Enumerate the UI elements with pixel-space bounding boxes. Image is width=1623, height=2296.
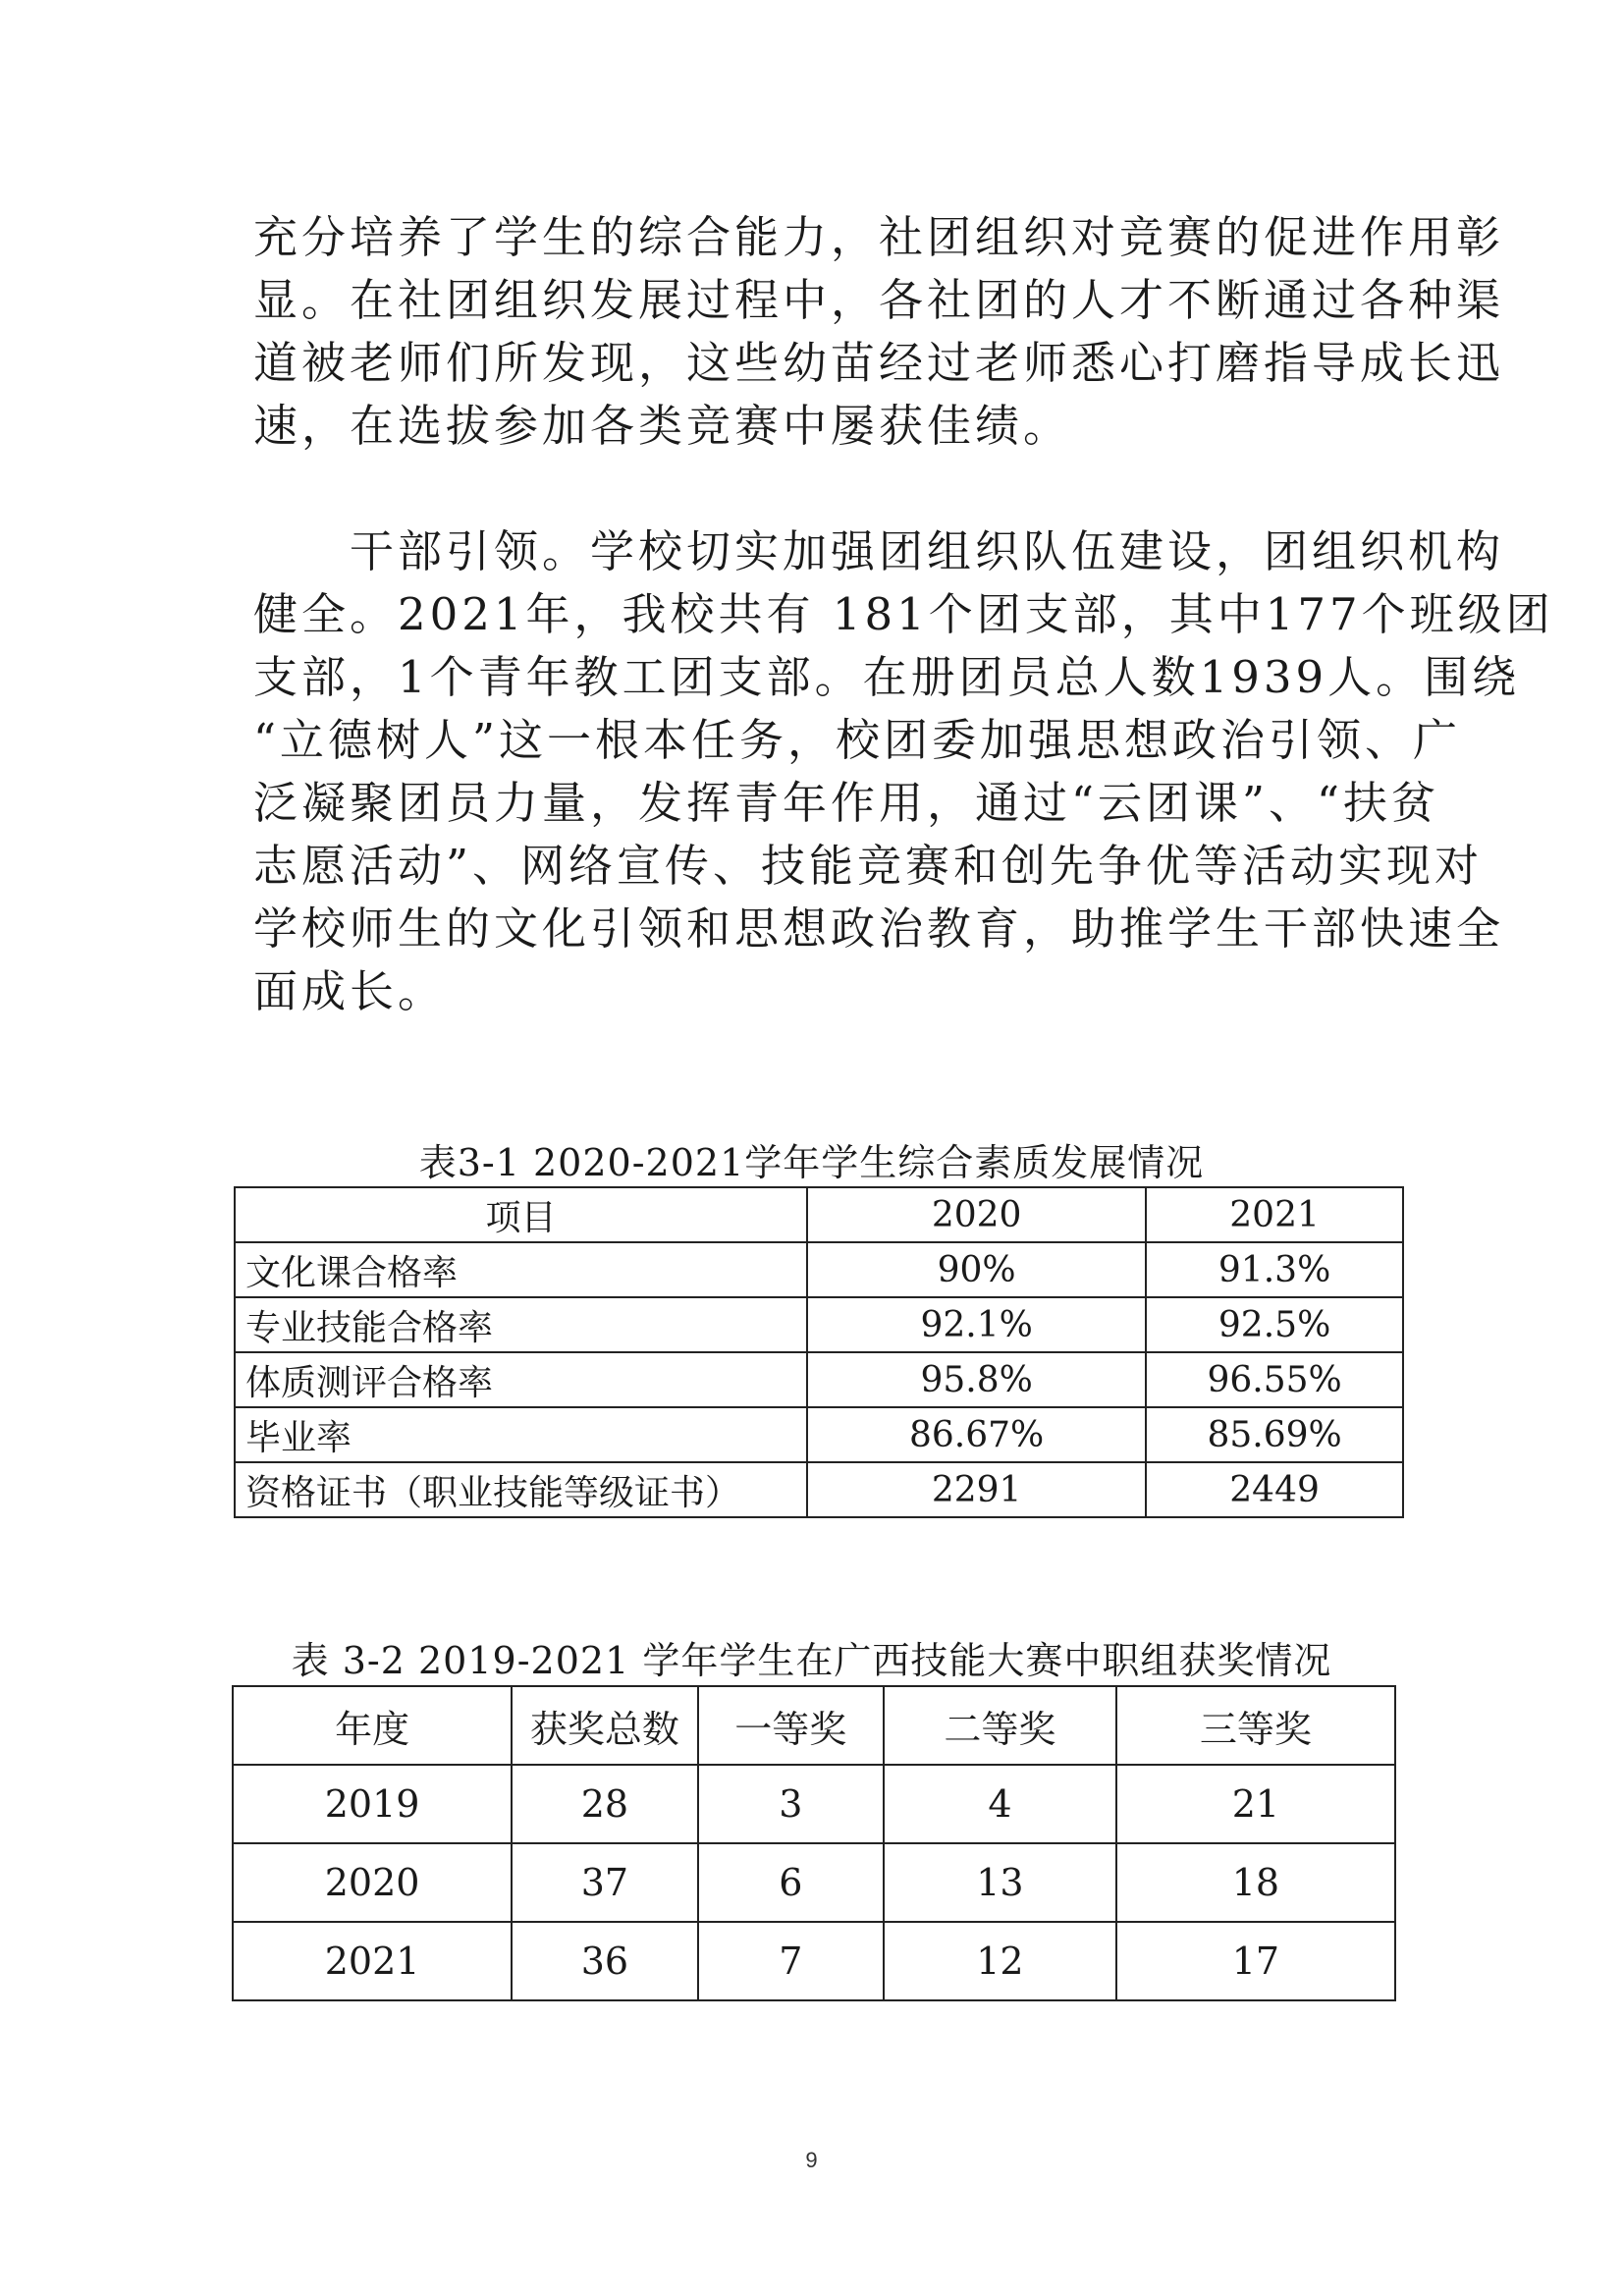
table-row [235, 1297, 1403, 1352]
table-cell: 21 [1116, 1765, 1395, 1843]
table1-caption: 表3-1 2020-2021学年学生综合素质发展情况 [418, 1141, 1205, 1184]
table-cell: 3 [698, 1765, 884, 1843]
column-header: 项目 [235, 1187, 807, 1242]
table-cell: 资格证书（职业技能等级证书） [235, 1462, 807, 1517]
table-cell: 92.5% [1146, 1297, 1403, 1352]
table-cell: 85.69% [1146, 1407, 1403, 1462]
table-cell: 体质测评合格率 [235, 1352, 807, 1407]
student-quality-table [234, 1186, 1404, 1518]
table-cell: 90% [807, 1242, 1146, 1297]
table-cell: 2449 [1146, 1462, 1403, 1517]
table-cell: 6 [698, 1843, 884, 1922]
text-line: “立德树人”这一根本任务，校团委加强思想政治引领、广 [253, 714, 1462, 766]
column-header: 一等奖 [698, 1686, 884, 1765]
text-line: 泛凝聚团员力量，发挥青年作用，通过“云团课”、“扶贫 [253, 777, 1440, 829]
table-cell: 2020 [233, 1843, 512, 1922]
text-line: 支部，1个青年教工团支部。在册团员总人数1939人。围绕 [253, 651, 1521, 703]
table-cell: 91.3% [1146, 1242, 1403, 1297]
text-line: 学校师生的文化引领和思想政治教育，助推学生干部快速全 [253, 902, 1505, 955]
table-header-row [233, 1686, 1395, 1765]
table-cell: 文化课合格率 [235, 1242, 807, 1297]
table-cell: 2291 [807, 1462, 1146, 1517]
text-line: 速，在选拔参加各类竞赛中屡获佳绩。 [253, 400, 1072, 452]
table-row [235, 1407, 1403, 1462]
text-line: 道被老师们所发现，这些幼苗经过老师悉心打磨指导成长迅 [253, 337, 1505, 389]
table-cell: 92.1% [807, 1297, 1146, 1352]
table-cell: 86.67% [807, 1407, 1146, 1462]
table-header-row [235, 1187, 1403, 1242]
column-header: 2021 [1146, 1187, 1403, 1242]
table-cell: 4 [884, 1765, 1116, 1843]
table-cell: 18 [1116, 1843, 1395, 1922]
table-cell: 7 [698, 1922, 884, 2000]
table-cell: 12 [884, 1922, 1116, 2000]
column-header: 年度 [233, 1686, 512, 1765]
table-row [235, 1462, 1403, 1517]
paragraph-1 [253, 206, 1505, 458]
text-line: 志愿活动”、网络宣传、技能竞赛和创先争优等活动实现对 [253, 840, 1484, 892]
table-row [233, 1765, 1395, 1843]
text-line: 充分培养了学生的综合能力，社团组织对竞赛的促进作用彰 [253, 211, 1505, 263]
table-row [233, 1843, 1395, 1922]
text-line: 健全。2021年，我校共有 181个团支部，其中177个班级团 [253, 588, 1554, 640]
table2-caption: 表 3-2 2019-2021 学年学生在广西技能大赛中职组获奖情况 [291, 1639, 1332, 1682]
table-cell: 95.8% [807, 1352, 1146, 1407]
table-row [235, 1352, 1403, 1407]
column-header: 获奖总数 [512, 1686, 697, 1765]
table-cell: 28 [512, 1765, 697, 1843]
table-cell: 17 [1116, 1922, 1395, 2000]
paragraph-2 [253, 520, 1554, 1023]
table-row [233, 1922, 1395, 2000]
table-cell: 专业技能合格率 [235, 1297, 807, 1352]
table-cell: 2019 [233, 1765, 512, 1843]
skills-competition-awards-table [232, 1685, 1396, 2001]
text-line: 显。在社团组织发展过程中，各社团的人才不断通过各种渠 [253, 274, 1505, 326]
text-line: 干部引领。学校切实加强团组织队伍建设，团组织机构 [253, 525, 1505, 577]
column-header: 三等奖 [1116, 1686, 1395, 1765]
text-line: 面成长。 [253, 965, 447, 1017]
table-cell: 2021 [233, 1922, 512, 2000]
table-cell: 96.55% [1146, 1352, 1403, 1407]
table-cell: 13 [884, 1843, 1116, 1922]
table-row [235, 1242, 1403, 1297]
table-cell: 36 [512, 1922, 697, 2000]
column-header: 二等奖 [884, 1686, 1116, 1765]
table-cell: 37 [512, 1843, 697, 1922]
table-cell: 毕业率 [235, 1407, 807, 1462]
column-header: 2020 [807, 1187, 1146, 1242]
page-number: 9 [805, 2148, 818, 2172]
